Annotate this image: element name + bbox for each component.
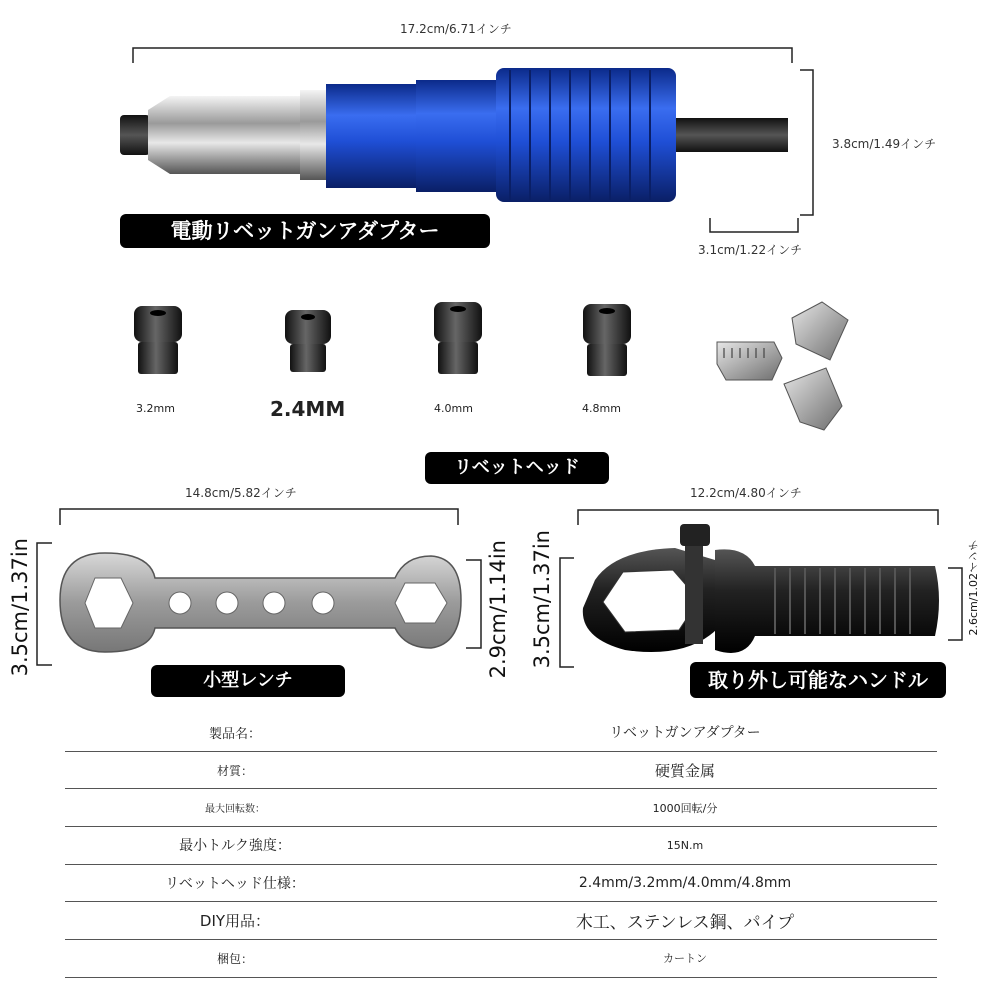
handle-length-label: 12.2cm/4.80インチ [690,486,802,500]
spec-value: 2.4mm/3.2mm/4.0mm/4.8mm [578,875,792,892]
table-row [65,827,937,865]
table-row [65,902,937,940]
table-row [65,940,937,978]
spec-value: カートン [663,952,707,966]
spec-key: DIY用品： [199,912,271,931]
wrench-title-label: 小型レンチ [151,665,345,697]
wrench-length-label: 14.8cm/5.82インチ [185,486,297,500]
spec-table [65,714,937,978]
spec-key: 最大回転数： [205,804,265,816]
wrench-right-dimension-label: 2.9cm/1.14in [486,540,510,679]
wrench-image [55,548,467,660]
table-row [65,714,937,752]
spec-value: 硬質金属 [654,761,715,780]
spec-value: 木工、ステンレス鋼、パイプ [575,913,795,934]
adapter-length-label: 17.2cm/6.71インチ [400,22,512,36]
table-row [65,789,937,827]
handle-left-dimension-label: 3.5cm/1.37in [530,530,554,669]
spec-key: 最小トルク強度： [179,838,291,855]
spec-key: 製品名： [208,726,261,742]
wrench-left-dimension-label: 3.5cm/1.37in [8,538,32,677]
adapter-shank-label: 3.1cm/1.22インチ [698,243,803,257]
handle-right-dimension-label: 2.6cm/1.02インチ [967,540,980,636]
spec-key: 梱包： [216,951,253,966]
table-row [65,752,937,790]
spec-key: リベットヘッド仕様： [165,876,305,893]
detachable-handle-image [575,520,945,670]
head-size-label: 4.8mm [582,402,621,415]
adapter-title-label: 電動リベットガンアダプター [120,214,490,248]
spec-value: リベットガンアダプター [609,725,761,742]
head-size-label: 3.2mm [136,402,175,415]
rivet-head-title-label: リベットヘッド [425,452,609,484]
head-size-label: 2.4MM [270,397,346,421]
spec-value: 1000回転/分 [652,801,718,815]
spec-key: 材質： [216,763,253,778]
adapter-height-label: 3.8cm/1.49インチ [832,137,937,151]
spec-value: 15N.m [666,838,704,852]
head-size-label: 4.0mm [434,402,473,415]
handle-title-label: 取り外し可能なハンドル [690,662,946,698]
table-row [65,865,937,903]
